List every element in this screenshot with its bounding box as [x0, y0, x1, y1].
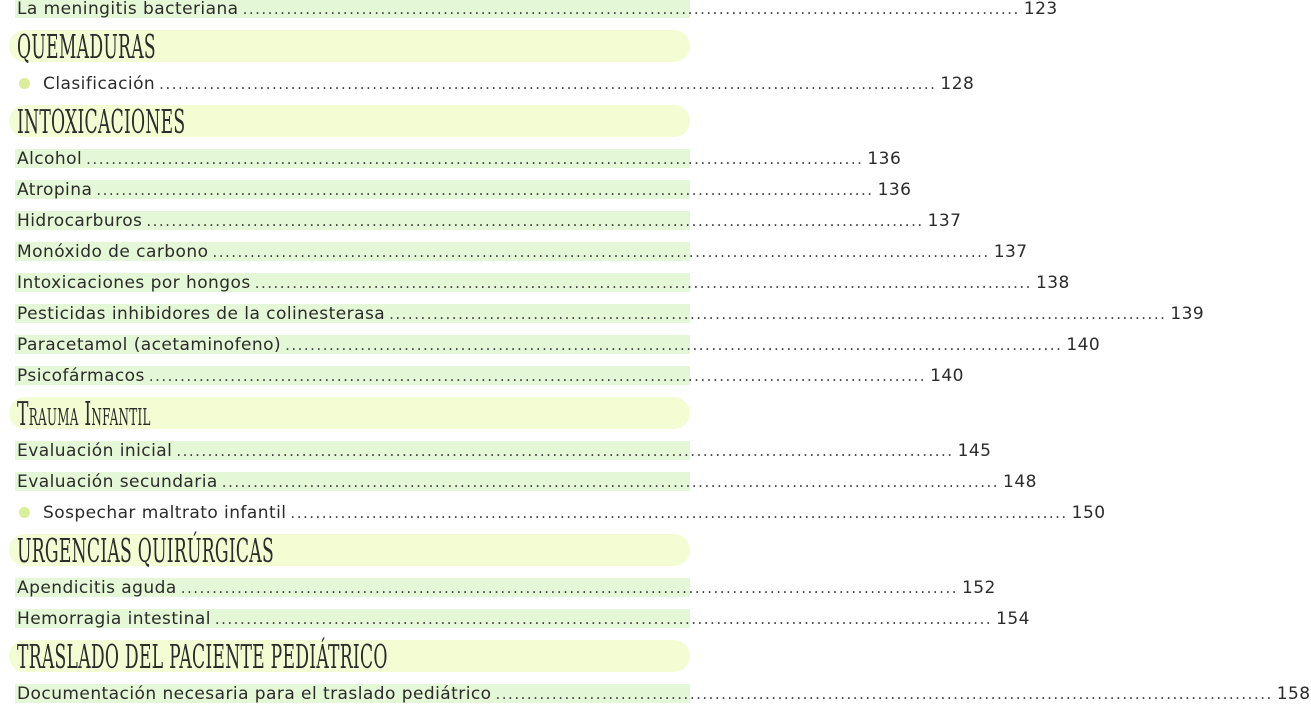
- toc-entry[interactable]: [15, 683, 1311, 704]
- toc-entry-page: 145: [957, 440, 992, 461]
- leader-dots: ............................................................................................................................: [242, 0, 1020, 18]
- toc-entry[interactable]: [15, 608, 1030, 629]
- toc-entry-title: Evaluación secundaria: [17, 471, 218, 492]
- section-title: Trauma Infantil: [17, 393, 151, 433]
- bullet-icon: [19, 507, 30, 518]
- section-title: QUEMADURAS: [17, 26, 156, 66]
- toc-entry-page: 136: [877, 179, 912, 200]
- section-header: [9, 26, 690, 66]
- leader-dots: ............................................................................................................................: [214, 609, 993, 628]
- toc-entry-page: 150: [1071, 502, 1106, 523]
- leader-dots: ............................................................................................................................: [180, 578, 958, 597]
- leader-dots: ............................................................................................................................: [212, 242, 990, 261]
- toc-entry-page: 138: [1035, 272, 1070, 293]
- leader-dots: ............................................................................................................................: [285, 335, 1063, 354]
- leader-dots: ............................................................................................................................: [389, 304, 1167, 323]
- leader-dots: ............................................................................................................................: [254, 273, 1032, 292]
- toc-entry-page: 128: [940, 73, 975, 94]
- toc-entry[interactable]: [15, 73, 975, 94]
- leader-dots: ............................................................................................................................: [146, 211, 924, 230]
- toc-entry-title: Documentación necesaria para el traslado pediátrico: [17, 683, 492, 704]
- toc-entry[interactable]: [15, 577, 996, 598]
- toc-entry[interactable]: [15, 440, 992, 461]
- toc-entry-title: Clasificación: [43, 73, 156, 94]
- toc-entry-title: La meningitis bacteriana: [17, 0, 239, 19]
- leader-dots: ............................................................................................................................: [176, 441, 954, 460]
- section-title: INTOXICACIONES: [17, 101, 186, 141]
- section-title: TRASLADO DEL PACIENTE PEDIÁTRICO: [17, 636, 388, 676]
- toc-entry-title: Alcohol: [17, 148, 83, 169]
- toc-entry-title: Evaluación inicial: [17, 440, 173, 461]
- toc-entry[interactable]: [15, 334, 1101, 355]
- section-header: [9, 393, 690, 433]
- section-header: [9, 530, 690, 570]
- toc-entry-title: Apendicitis aguda: [17, 577, 177, 598]
- toc-entry-title: Psicofármacos: [17, 365, 145, 386]
- toc-entry-page: 123: [1023, 0, 1058, 19]
- toc-entry-title: Hemorragia intestinal: [17, 608, 211, 629]
- toc-entry[interactable]: [15, 303, 1205, 324]
- toc-entry-title: Paracetamol (acetaminofeno): [17, 334, 282, 355]
- toc-entry-title: Atropina: [17, 179, 93, 200]
- leader-dots: ............................................................................................................................: [148, 366, 927, 385]
- bullet-icon: [19, 78, 30, 89]
- section-title: URGENCIAS QUIRÚRGICAS: [17, 530, 274, 570]
- toc-entry-title: Sospechar maltrato infantil: [43, 502, 287, 523]
- toc-entry-title: Hidrocarburos: [17, 210, 143, 231]
- toc-entry[interactable]: [15, 179, 912, 200]
- toc-entry-title: Intoxicaciones por hongos: [17, 272, 251, 293]
- toc-entry-page: 139: [1170, 303, 1205, 324]
- toc-entry[interactable]: [15, 241, 1028, 262]
- toc-entry[interactable]: [15, 148, 902, 169]
- leader-dots: ............................................................................................................................: [86, 149, 864, 168]
- toc-entry-page: 152: [961, 577, 996, 598]
- section-header: [9, 101, 690, 141]
- section-header: [9, 636, 690, 676]
- toc-entry-page: 137: [927, 210, 962, 231]
- toc-entry[interactable]: [15, 0, 1058, 19]
- toc-entry-page: 140: [1066, 334, 1101, 355]
- toc-entry-page: 136: [867, 148, 902, 169]
- toc-entry[interactable]: [15, 471, 1037, 492]
- leader-dots: ............................................................................................................................: [96, 180, 874, 199]
- toc-entry-title: Monóxido de carbono: [17, 241, 209, 262]
- toc-entry-page: 158: [1276, 683, 1311, 704]
- toc-entry[interactable]: [15, 365, 964, 386]
- toc-entry-page: 148: [1003, 471, 1037, 492]
- toc-entry[interactable]: [15, 210, 962, 231]
- leader-dots: ............................................................................................................................: [290, 503, 1068, 522]
- leader-dots: ............................................................................................................................: [495, 684, 1273, 703]
- toc-entry-page: 154: [996, 608, 1030, 629]
- leader-dots: ............................................................................................................................: [159, 74, 937, 93]
- toc-entry[interactable]: [15, 502, 1106, 523]
- toc-entry-title: Pesticidas inhibidores de la colinesterasa: [17, 303, 386, 324]
- toc-entry-page: 140: [930, 365, 964, 386]
- toc-entry-page: 137: [993, 241, 1028, 262]
- leader-dots: ............................................................................................................................: [221, 472, 1000, 491]
- toc-entry[interactable]: [15, 272, 1070, 293]
